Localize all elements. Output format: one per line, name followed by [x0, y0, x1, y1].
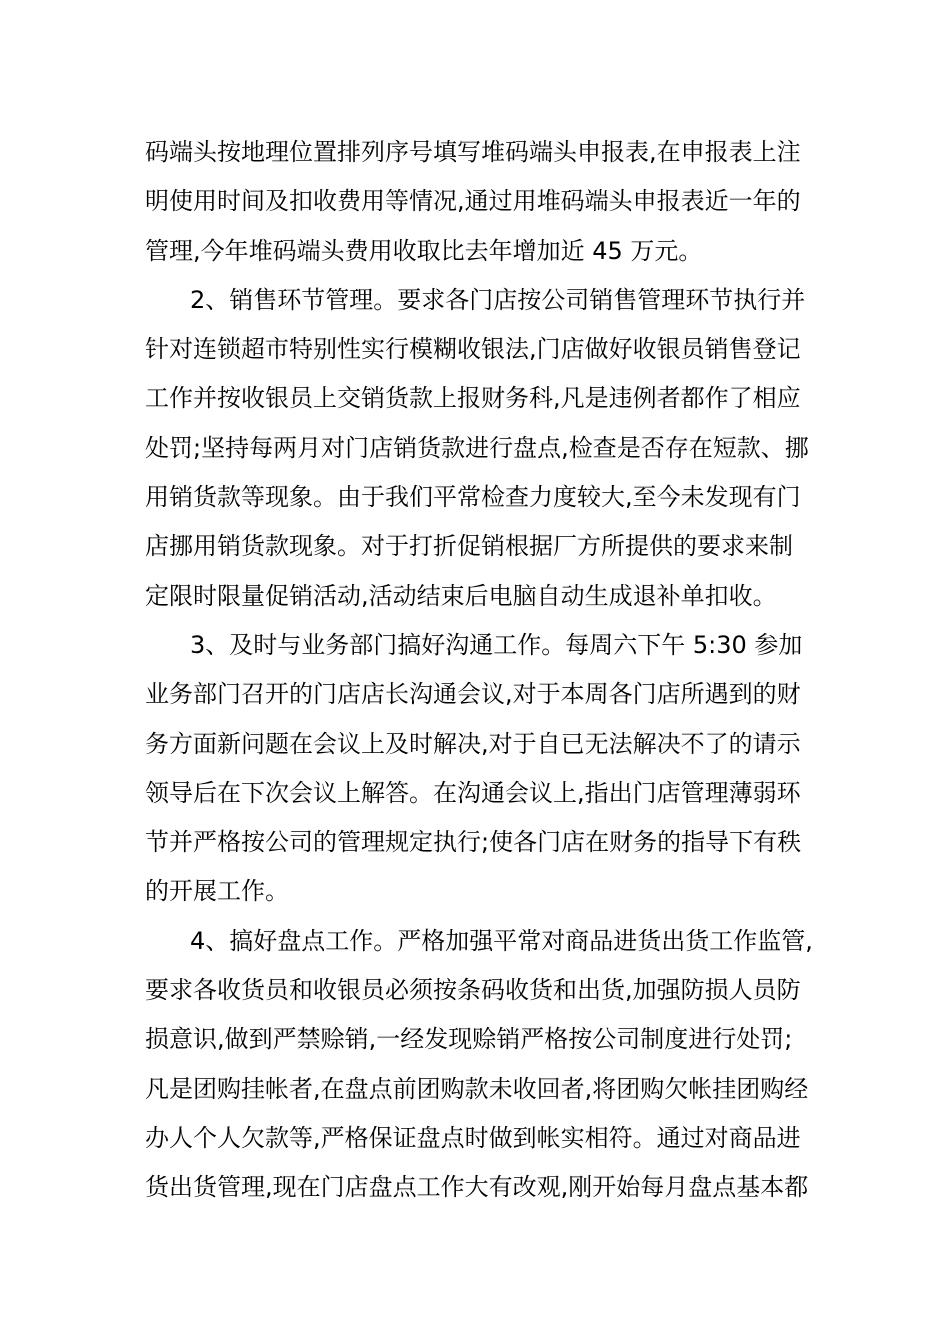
paragraph-2-line-5: 用销货款等现象。由于我们平常检查力度较大,至今未发现有门	[145, 483, 801, 512]
paragraph-1-line-2: 明使用时间及扣收费用等情况,通过用堆码端头申报表近一年的	[145, 187, 801, 216]
paragraph-4-line-6: 货出货管理,现在门店盘点工作大有改观,刚开始每月盘点基本都	[145, 1173, 809, 1202]
paragraph-3-line-1: 3、及时与业务部门搞好沟通工作。每周六下午 5:30 参加	[190, 630, 803, 659]
paragraph-3-line-3: 务方面新问题在会议上及时解决,对于自已无法解决不了的请示	[145, 729, 801, 758]
paragraph-3-line-5: 节并严格按公司的管理规定执行;使各门店在财务的指导下有秩	[145, 828, 802, 857]
paragraph-3-line-2: 业务部门召开的门店店长沟通会议,对于本周各门店所遇到的财	[145, 680, 801, 709]
paragraph-2-line-2: 针对连锁超市特别性实行模糊收银法,门店做好收银员销售登记	[145, 335, 801, 364]
document-body	[145, 128, 825, 1213]
paragraph-2-line-3: 工作并按收银员上交销货款上报财务科,凡是违例者都作了相应	[145, 384, 801, 413]
paragraph-3-line-4: 领导后在下次会议上解答。在沟通会议上,指出门店管理薄弱环	[145, 778, 801, 807]
paragraph-4-line-5: 办人个人欠款等,严格保证盘点时做到帐实相符。通过对商品进	[145, 1123, 801, 1152]
paragraph-2-line-6: 店挪用销货款现象。对于打折促销根据厂方所提供的要求来制	[145, 532, 793, 561]
paragraph-4-line-4: 凡是团购挂帐者,在盘点前团购款未收回者,将团购欠帐挂团购经	[145, 1074, 809, 1103]
paragraph-4-line-1: 4、搞好盘点工作。严格加强平常对商品进货出货工作监管,	[190, 926, 813, 955]
paragraph-1-line-3: 管理,今年堆码端头费用收取比去年增加近 45 万元。	[145, 236, 703, 265]
paragraph-3-line-6: 的开展工作。	[145, 877, 289, 906]
paragraph-2-line-1: 2、销售环节管理。要求各门店按公司销售管理环节执行并	[190, 285, 806, 314]
paragraph-2-line-4: 处罚;坚持每两月对门店销货款进行盘点,检查是否存在短款、挪	[145, 433, 809, 462]
paragraph-2-line-7: 定限时限量促销活动,活动结束后电脑自动生成退补单扣收。	[145, 581, 777, 610]
paragraph-4-line-3: 损意识,做到严禁赊销,一经发现赊销严格按公司制度进行处罚;	[145, 1025, 793, 1054]
paragraph-1-line-1: 码端头按地理位置排列序号填写堆码端头申报表,在申报表上注	[145, 138, 801, 166]
paragraph-4-line-2: 要求各收货员和收银员必须按条码收货和出货,加强防损人员防	[145, 976, 801, 1005]
